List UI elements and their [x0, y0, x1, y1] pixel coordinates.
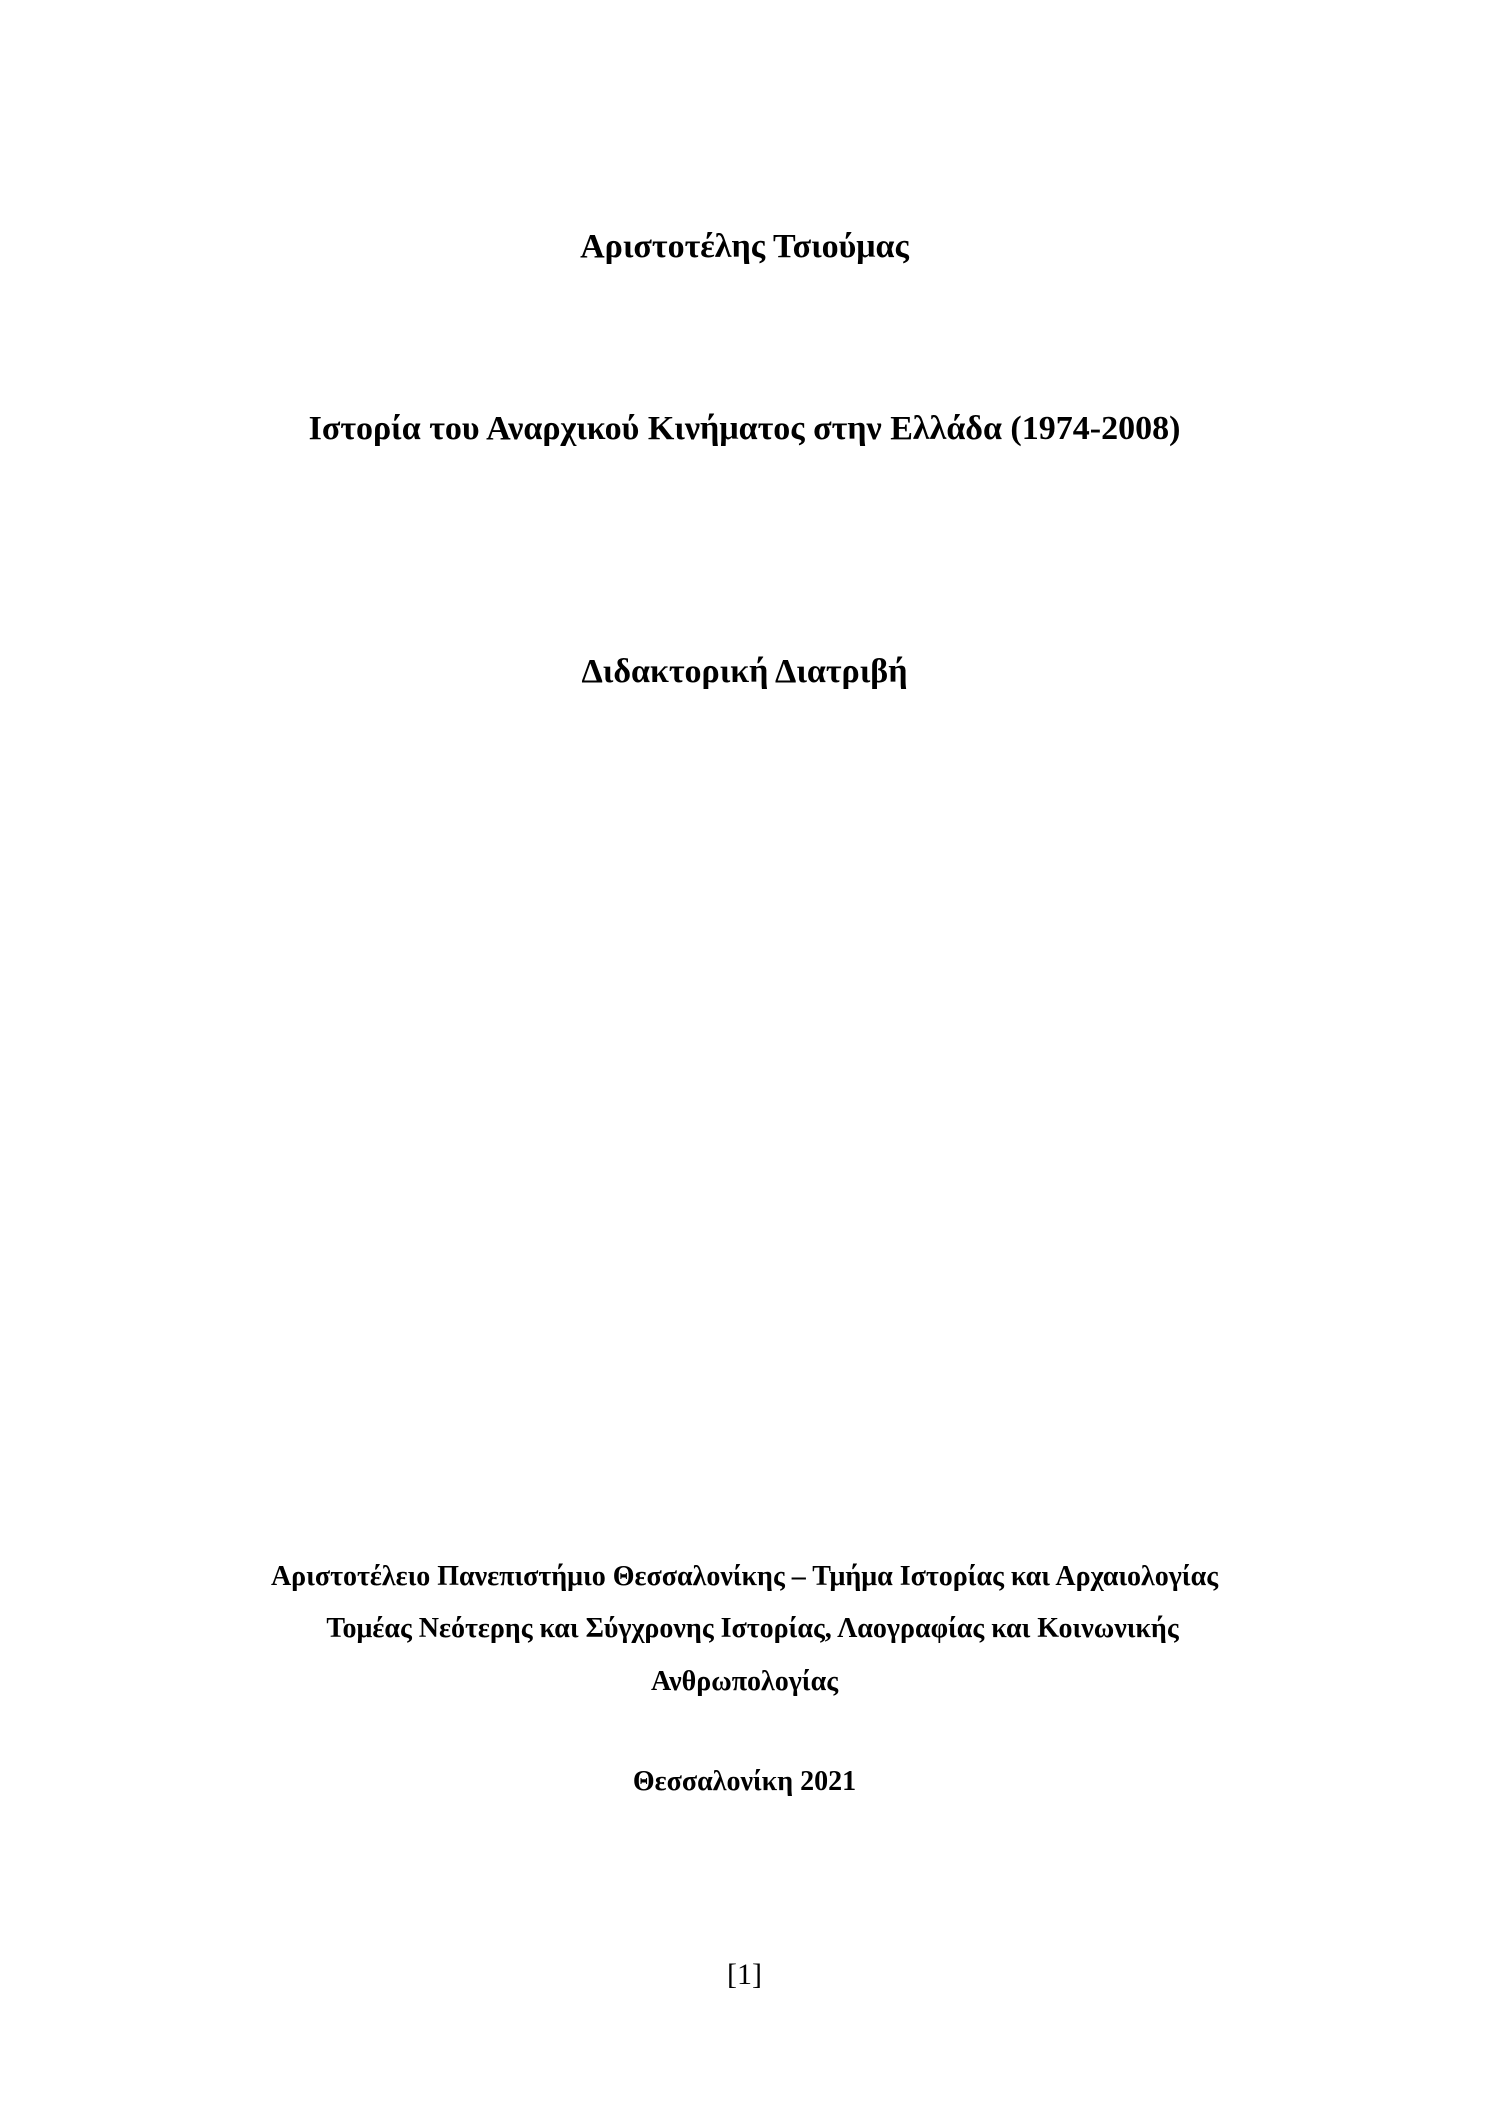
- thesis-title: Ιστορία του Αναρχικού Κινήματος στην Ελλάδα (1974-2008): [308, 410, 1181, 447]
- institution-line-3: Ανθρωπολογίας: [650, 1666, 839, 1697]
- institution-line-1: Αριστοτέλειο Πανεπιστήμιο Θεσσαλονίκης – Τμήμα Ιστορίας και Αρχαιολογίας: [270, 1561, 1219, 1592]
- place-and-year: Θεσσαλονίκη 2021: [632, 1766, 857, 1797]
- author-name: Αριστοτέλης Τσιούμας: [580, 228, 909, 265]
- institution-line-2: Τομέας Νεότερης και Σύγχρονης Ιστορίας, Λαογραφίας και Κοινωνικής: [326, 1613, 1179, 1644]
- page-number: [1]: [727, 1958, 762, 1991]
- document-type: Διδακτορική Διατριβή: [581, 653, 908, 690]
